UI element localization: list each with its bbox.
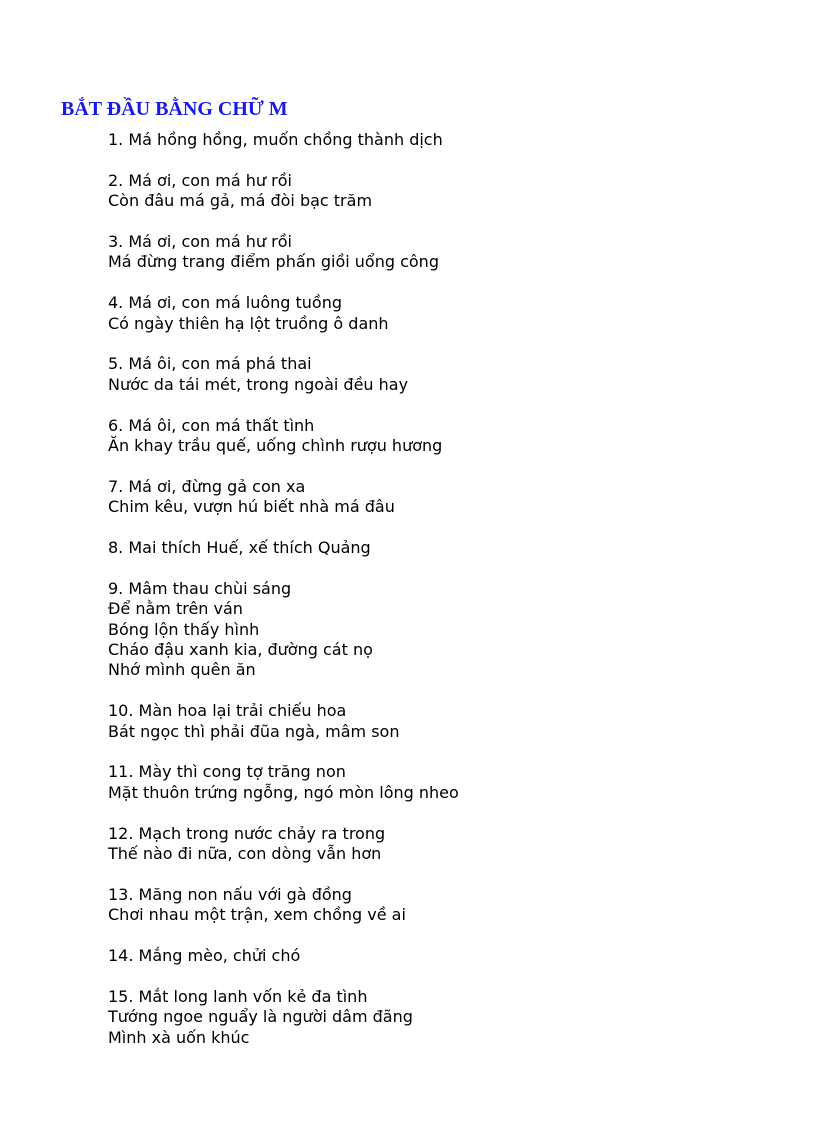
- verse-line: Nước da tái mét, trong ngoài đều hay: [108, 374, 409, 394]
- verse-7: [108, 477, 798, 518]
- verse-line: Ăn khay trầu quế, uống chình rượu hương: [108, 436, 443, 456]
- verse-line: Có ngày thiên hạ lột truồng ô danh: [108, 313, 389, 333]
- verse-line: Mình xà uốn khúc: [108, 1027, 250, 1047]
- verse-14: [108, 946, 798, 966]
- verse-line: 5. Má ôi, con má phá thai: [108, 354, 312, 374]
- verse-1: [108, 130, 798, 150]
- verse-11: [108, 762, 798, 803]
- verse-15: [108, 987, 798, 1048]
- verse-line: Còn đâu má gả, má đòi bạc trăm: [108, 191, 373, 211]
- verse-5: [108, 354, 798, 395]
- verse-line: Bát ngọc thì phải đũa ngà, mâm son: [108, 721, 400, 741]
- verse-line: 8. Mai thích Huế, xế thích Quảng: [108, 538, 371, 558]
- verse-list: [108, 130, 798, 1068]
- verse-line: 14. Mắng mèo, chửi chó: [108, 946, 301, 966]
- verse-10: [108, 701, 798, 742]
- verse-line: 9. Mâm thau chùi sáng: [108, 578, 292, 598]
- verse-line: 13. Măng non nấu với gà đồng: [108, 884, 352, 904]
- verse-line: 7. Má ơi, đừng gả con xa: [108, 476, 306, 496]
- verse-2: [108, 171, 798, 212]
- verse-6: [108, 416, 798, 457]
- verse-line: Tướng ngoe nguẩy là người dâm đãng: [108, 1007, 413, 1027]
- verse-4: [108, 293, 798, 334]
- verse-13: [108, 885, 798, 926]
- verse-line: 11. Mày thì cong tợ trăng non: [108, 762, 346, 782]
- verse-line: Chơi nhau một trận, xem chồng về ai: [108, 905, 406, 925]
- verse-line: 15. Mắt long lanh vốn kẻ đa tình: [108, 986, 368, 1006]
- verse-line: 2. Má ơi, con má hư rồi: [108, 170, 292, 190]
- verse-line: 3. Má ơi, con má hư rồi: [108, 232, 292, 251]
- verse-line: 1. Má hồng hồng, muốn chồng thành dịch: [108, 130, 443, 149]
- verse-line: Thế nào đi nữa, con dòng vẫn hơn: [108, 844, 382, 864]
- verse-line: Để nằm trên ván: [108, 599, 243, 619]
- verse-9: [108, 579, 798, 681]
- verse-line: Mặt thuôn trứng ngỗng, ngó mòn lông nheo: [108, 782, 459, 802]
- verse-line: Nhớ mình quên ăn: [108, 660, 256, 680]
- verse-line: Cháo đậu xanh kia, đường cát nọ: [108, 640, 373, 660]
- verse-line: Má đừng trang điểm phấn giồi uổng công: [108, 252, 439, 272]
- verse-line: 12. Mạch trong nước chảy ra trong: [108, 823, 386, 843]
- page-title: BẮT ĐẦU BẰNG CHỮ M: [61, 98, 288, 120]
- verse-3: [108, 232, 798, 273]
- verse-line: Chim kêu, vượn hú biết nhà má đâu: [108, 497, 395, 517]
- verse-line: 6. Má ôi, con má thất tình: [108, 415, 315, 435]
- verse-line: 4. Má ơi, con má luông tuồng: [108, 293, 342, 313]
- verse-line: Bóng lộn thấy hình: [108, 619, 260, 639]
- verse-line: 10. Màn hoa lại trải chiếu hoa: [108, 701, 347, 721]
- verse-12: [108, 824, 798, 865]
- verse-8: [108, 538, 798, 558]
